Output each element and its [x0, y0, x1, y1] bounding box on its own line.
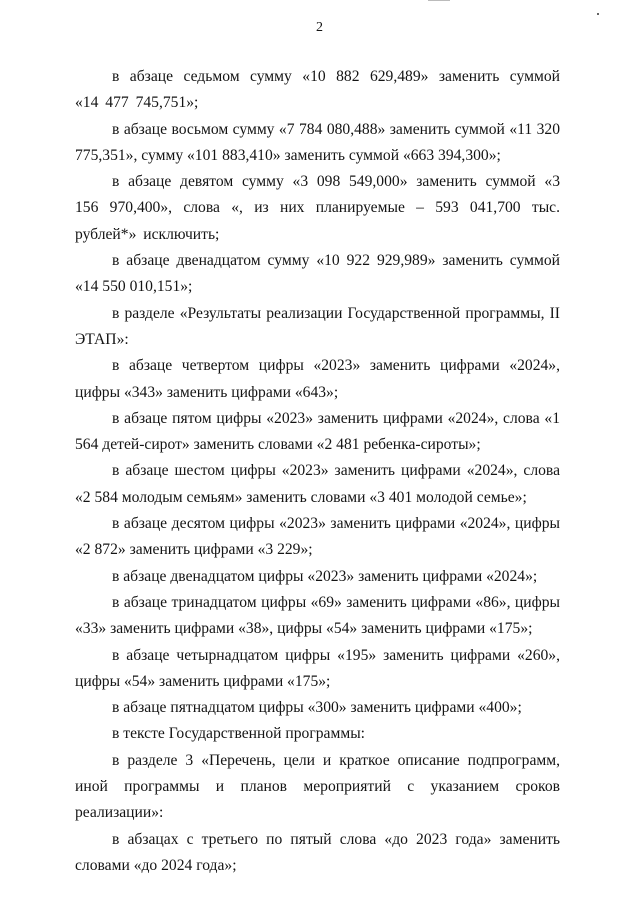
paragraph-results-section: в разделе «Результаты реализации Государственной программы, II ЭТАП»: — [75, 304, 560, 348]
paragraph-results-12: в абзаце двенадцатом цифры «2023» заменить цифрами «2024»; — [112, 567, 538, 585]
paragraph-results-14: в абзаце четырнадцатом цифры «195» заменить цифрами «260», цифры «54» заменить цифрами «175»; — [75, 646, 560, 690]
paragraph-results-4: в абзаце четвертом цифры «2023» заменить цифрами «2024», цифры «343» заменить цифрами «643»; — [75, 357, 560, 401]
paragraph-results-6: в абзаце шестом цифры «2023» заменить цифрами «2024», слова «2 584 молодым семьям» заменить словами «3 401 молодой семье»; — [75, 462, 560, 506]
scan-artifact-dot — [597, 13, 599, 15]
scan-artifact-top — [428, 0, 450, 1]
paragraph-sum-paragraph-12: в абзаце двенадцатом сумму «10 922 929,989» заменить суммой «14 550 010,151»; — [75, 252, 560, 296]
paragraph-sum-paragraph-7: в абзаце седьмом сумму «10 882 629,489» заменить суммой «14 477 745,751»; — [75, 68, 560, 112]
paragraph-sum-paragraph-9: в абзаце девятом сумму «3 098 549,000» заменить суммой «3 156 970,400», слова «, из них планируемые – 593 041,700 тыс. рублей*» исключить; — [75, 173, 560, 243]
page-number: 2 — [316, 20, 323, 35]
document-body — [75, 64, 560, 879]
paragraph-results-15: в абзаце пятнадцатом цифры «300» заменить цифрами «400»; — [112, 699, 522, 717]
paragraph-results-5: в абзаце пятом цифры «2023» заменить цифрами «2024», слова «1 564 детей-сирот» заменить словами «2 481 ребенка-сироты»; — [75, 409, 560, 454]
paragraph-program-text: в тексте Государственной программы: — [112, 725, 366, 743]
paragraph-sum-paragraph-8: в абзаце восьмом сумму «7 784 080,488» заменить суммой «11 320 775,351», сумму «101 883,410» заменить суммой «663 394,300»; — [75, 120, 560, 164]
paragraph-results-10: в абзаце десятом цифры «2023» заменить цифрами «2024», цифры «2 872» заменить цифрами «3 229»; — [75, 515, 560, 559]
paragraph-results-13: в абзаце тринадцатом цифры «69» заменить цифрами «86», цифры «33» заменить цифрами «38», цифры «54» заменить цифрами «175»; — [75, 593, 560, 638]
paragraph-paragraphs-3-5: в абзацах с третьего по пятый слова «до 2023 года» заменить словами «до 2024 года»; — [75, 830, 560, 874]
paragraph-section-3: в разделе 3 «Перечень, цели и краткое описание подпрограмм, иной программы и планов мероприятий с указанием сроков реализации»: — [75, 751, 560, 822]
